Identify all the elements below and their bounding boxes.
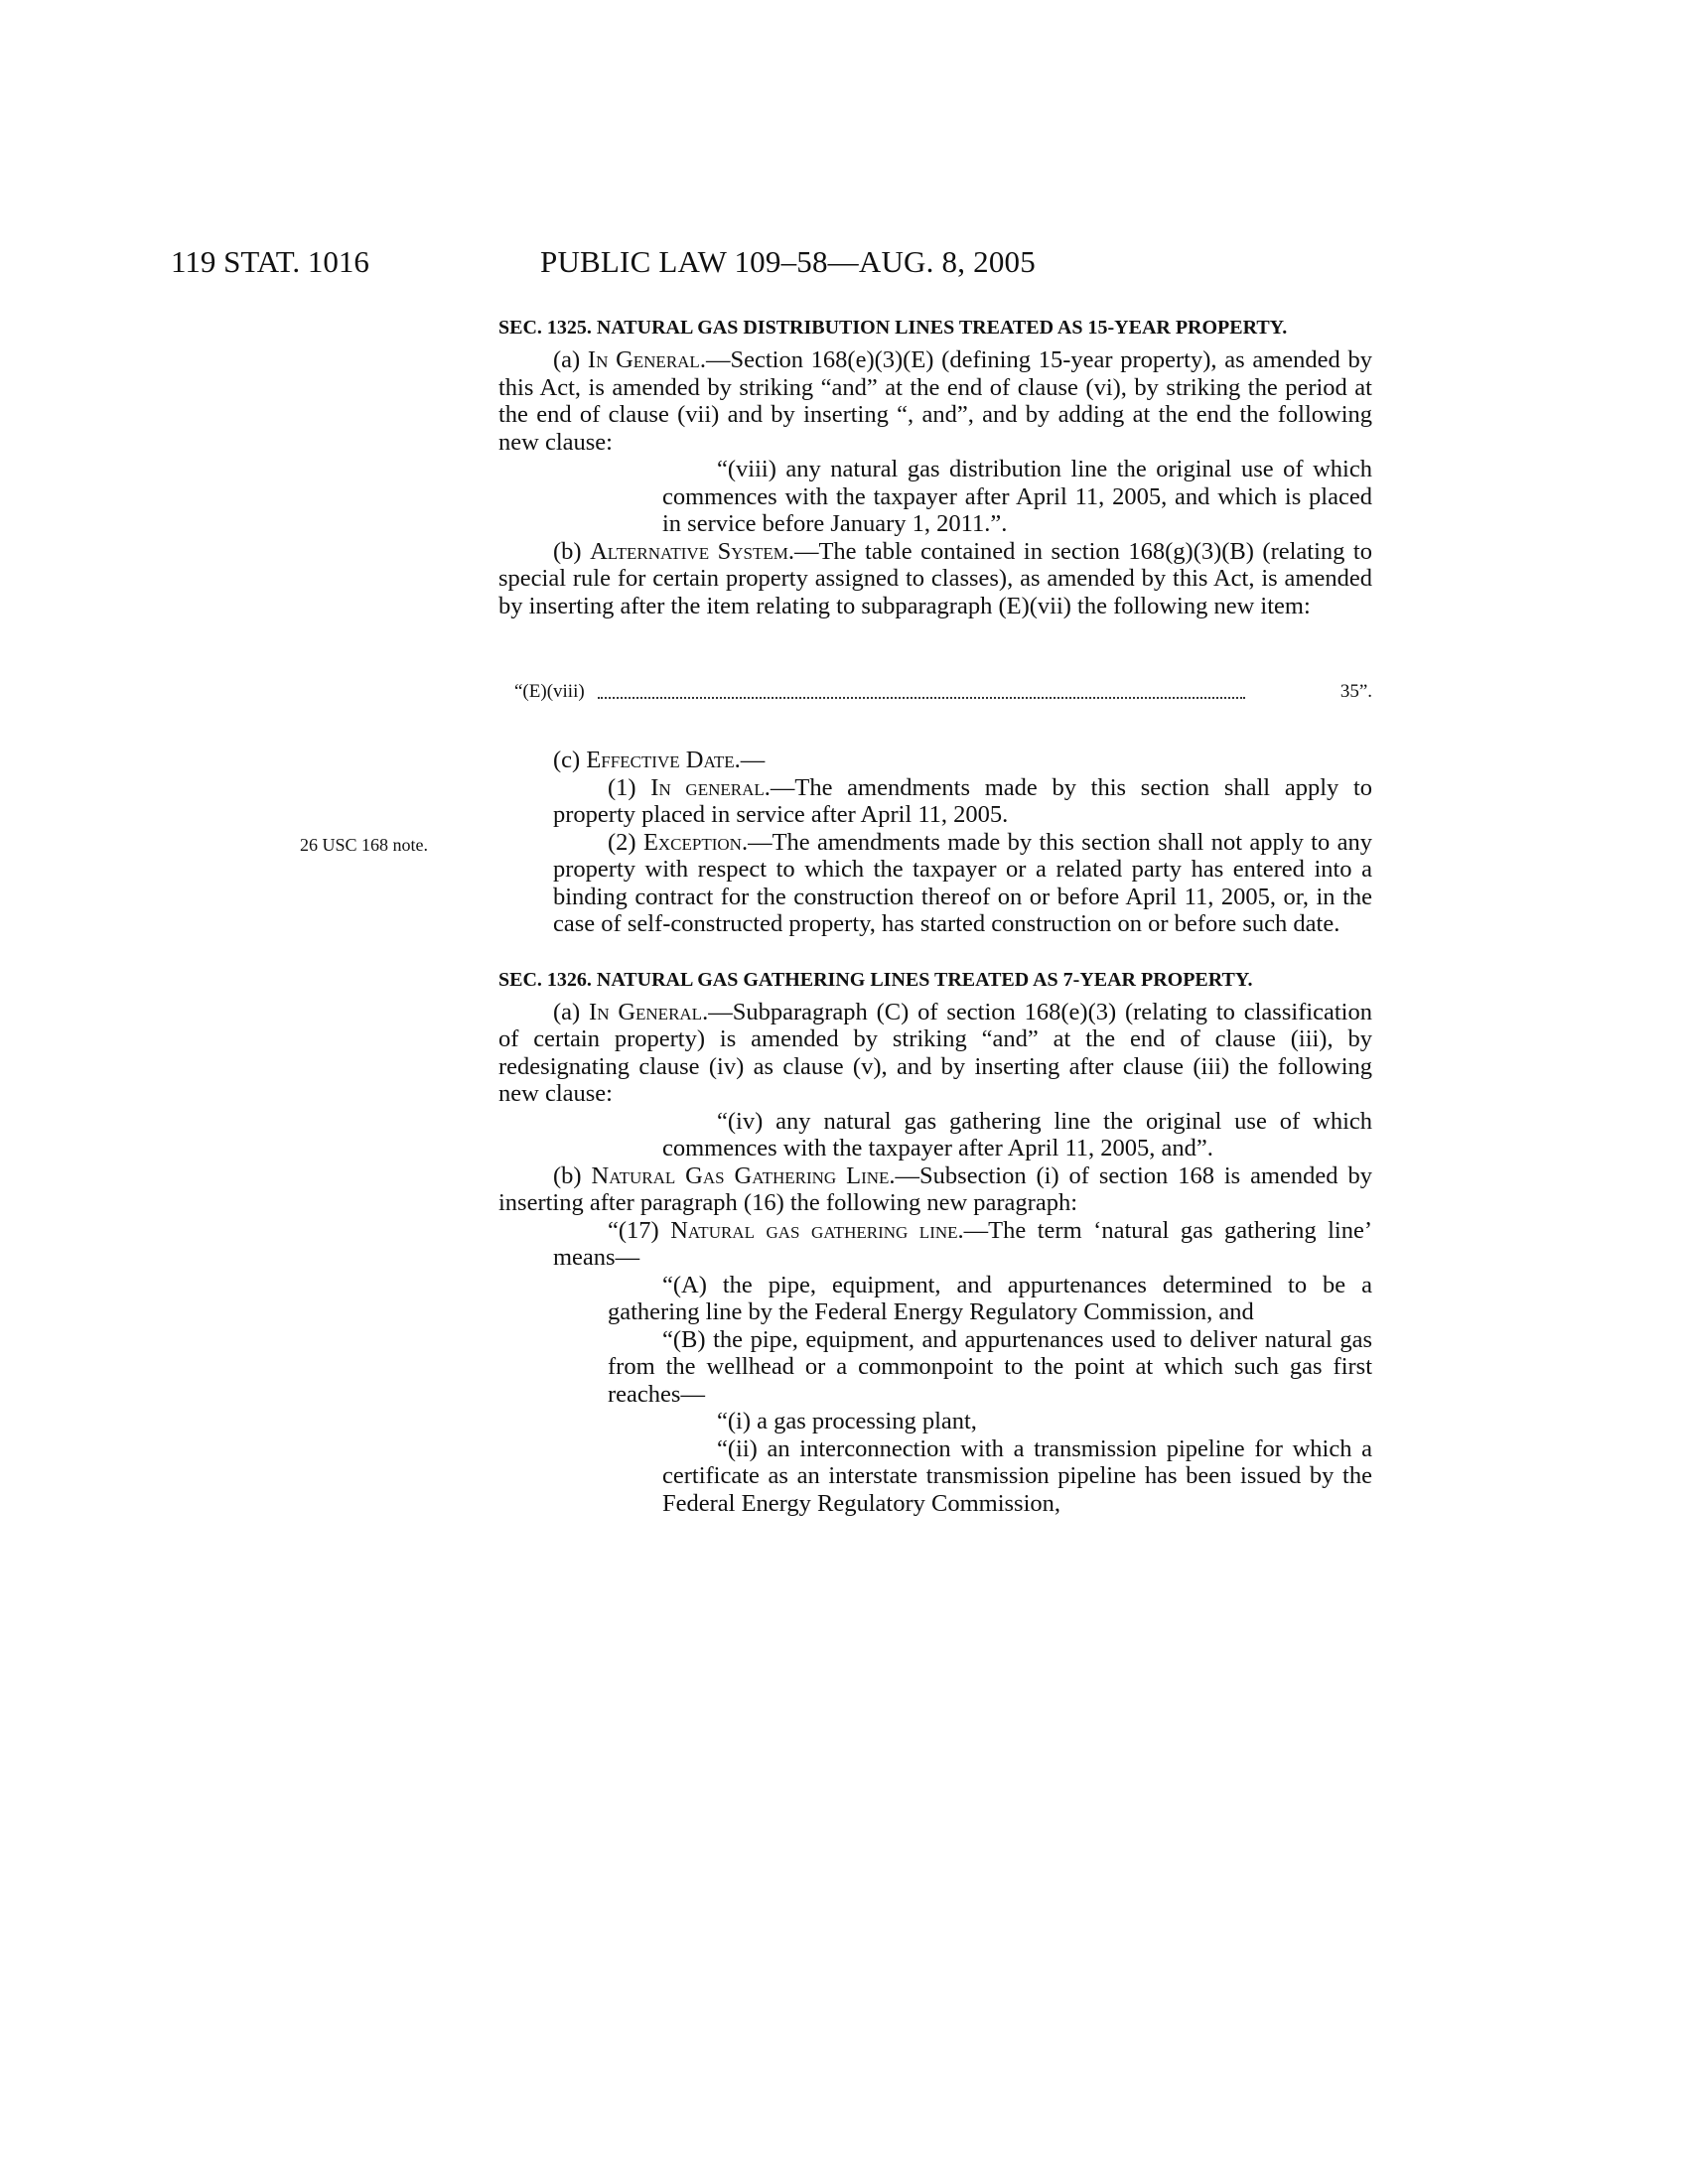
paragraph-caption: Exception [642,828,742,856]
subsection-label: (c) [553,747,587,773]
paragraph-caption: Natural gas gathering line [670,1216,958,1244]
table-value: 35”. [1339,681,1372,702]
paragraph-text: .—The amendments made by this section shall apply to property placed in service after April 11, 2005. [553,773,1373,828]
subsection-caption: Effective Date [586,747,735,773]
subsection-caption: In General [587,346,700,373]
sec1326-subsection-a [498,999,1372,1108]
subsection-caption: Alternative System [590,537,788,565]
subsection-label: (b) [553,1161,592,1189]
sec1325-quoted-clause-viii: “(viii) any natural gas distribution line the original use of which commences with the taxpayer after April 11, 2005, and which is placed in service before January 1, 2011.”. [662,456,1372,537]
inserted-table-row [498,677,1372,707]
sec1326-subsection-b [498,1162,1372,1217]
sec1326-paragraph-17 [498,1217,1372,1272]
sec1326-quoted-clause-iv: “(iv) any natural gas gathering line the original use of which commences with the taxpayer after April 11, 2005, and”. [662,1107,1372,1161]
subsection-text: .—Subparagraph (C) of section 168(e)(3) (relating to classification of certain property) is amended by striking “and” at the end of clause (iii), by redesignating clause (iv) as clause (v), and by inserting after clause (iii) the following new clause: [498,998,1372,1107]
dot-leader [598,697,1245,699]
paragraph-caption: In general [650,773,765,801]
margin-note-usc: 26 USC 168 note. [300,835,429,855]
document-body [498,316,1372,1517]
running-head [0,244,1688,290]
subsection-text: .— [734,747,766,773]
sec1325-subsection-c [498,747,1372,774]
subsection-text: .—The table contained in section 168(g)(3)(B) (relating to special rule for certain property assigned to classes), as amended by this Act, is amended by inserting after the item relating to subparagraph (E)(vii) the following new item: [498,537,1372,619]
subsection-label: (a) [553,998,590,1025]
table-item: “(E)(viii) [514,677,589,707]
sec1325-paragraph-1 [498,774,1372,829]
paragraph-label: (1) [608,773,651,801]
subsection-label: (b) [553,537,591,565]
paragraph-label: “(17) [608,1216,671,1244]
subsection-text: .—Subsection (i) of section 168 is amended by inserting after paragraph (16) the following new paragraph: [498,1161,1372,1216]
subsection-caption: Natural Gas Gathering Line [591,1161,890,1189]
stat-page-number: 119 STAT. 1016 [171,244,369,279]
sec1325-subsection-b [498,538,1372,620]
sec1325-subsection-a [498,346,1372,456]
subsection-caption: In General [589,998,703,1025]
paragraph-text: .—The term ‘natural gas gathering line’ means— [553,1216,1372,1271]
sec1326-clause-i: “(i) a gas processing plant, [717,1408,977,1434]
section-1325-heading: SEC. 1325. NATURAL GAS DISTRIBUTION LINES TREATED AS 15-YEAR PROPERTY. [498,317,1288,339]
sec1326-clause-ii: “(ii) an interconnection with a transmission pipeline for which a certificate as an interstate transmission pipeline has been issued by the Federal Energy Regulatory Commission, [662,1434,1372,1517]
law-title: PUBLIC LAW 109–58—AUG. 8, 2005 [540,244,1036,279]
paragraph-text: .—The amendments made by this section shall not apply to any property with respect to which the taxpayer or a related party has entered into a binding contract for the construction thereof on or before April 11, 2005, or, in the case of self-constructed property, has started construction on or before such date. [553,828,1372,937]
sec1325-paragraph-2 [498,829,1372,938]
section-1326-heading: SEC. 1326. NATURAL GAS GATHERING LINES TREATED AS 7-YEAR PROPERTY. [498,968,1253,991]
sec1326-subparagraph-a: “(A) the pipe, equipment, and appurtenances determined to be a gathering line by the Federal Energy Regulatory Commission, and [608,1271,1372,1325]
paragraph-label: (2) [608,828,643,856]
subsection-label: (a) [553,346,588,373]
sec1326-subparagraph-b: “(B) the pipe, equipment, and appurtenances used to deliver natural gas from the wellhead or a commonpoint to the point at which such gas first reaches— [608,1325,1372,1408]
subsection-text: .—Section 168(e)(3)(E) (defining 15-year property), as amended by this Act, is amended by striking “and” at the end of clause (vi), by striking the period at the end of clause (vii) and by inserting “, and”, and by adding at the end the following new clause: [498,346,1372,456]
